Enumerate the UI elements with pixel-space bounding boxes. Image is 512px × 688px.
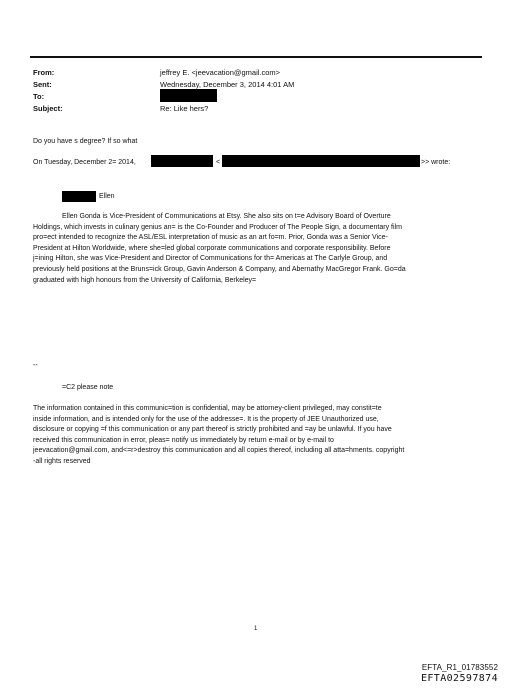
disclaimer-line: The information contained in this communic=tion is confidential, may be attorney-client privileged, may constit=te (33, 405, 382, 412)
subject-label: Subject: (33, 104, 63, 113)
disclaimer-line: jeevacation@gmail.com, and<=r>destroy this communication and all copies thereof, including all atta=hments. copyright (33, 447, 405, 455)
bates-stamp-secondary: EFTA02597874 (420, 673, 498, 684)
wrote-line-suffix: >> wrote: (421, 159, 451, 166)
bio-line: previously held positions at the Bruns=ick Group, Gavin Anderson & Company, and Abernathy MacGregor Frank. Go=da (33, 265, 406, 273)
bio-paragraph (33, 212, 406, 286)
wrote-line-prefix: On Tuesday, December 2= 2014, (33, 159, 136, 166)
wrote-line-lt: < (216, 159, 221, 166)
from-value: jeffrey E. <jeevacation@gmail.com> (160, 68, 281, 77)
bio-line: pro=ect intended to recognize the ASL/ESL interpretation of music as an art fo=m. Prior, Gonda was a Senior Vice- (33, 234, 388, 242)
signature-dashes: -- (33, 362, 38, 369)
disclaimer-line: received this communication in error, pleas= notify us immediately by return e-mail or by e-mail to (33, 436, 334, 444)
disclaimer-line: disclosure or copying =f this communication or any part thereof is strictly prohibited and =ay be unlawful. If you have (33, 426, 392, 434)
sent-value: Wednesday, December 3, 2014 4:01 AM (160, 80, 295, 89)
bio-line: graduated with high honours from the University of California, Berkeley= (33, 276, 257, 284)
greeting-name: Ellen (99, 193, 115, 200)
bio-line: Holdings, which invests in culinary genius an= is the Co-Founder and Producer of The People Sign, a documentary film (33, 223, 402, 231)
to-label: To: (33, 92, 45, 101)
bio-line: President at Hilton Worldwide, where she=led global corporate communications and corporate responsibility. Before (33, 244, 391, 252)
sent-label: Sent: (33, 80, 52, 89)
header-rule (30, 56, 482, 58)
disclaimer-line: -all rights reserved (33, 457, 91, 465)
reply-question: Do you have s degree? If so what (33, 138, 138, 145)
from-label: From: (33, 68, 55, 77)
disclaimer-paragraph (33, 404, 404, 468)
sender-name-redaction (151, 155, 213, 167)
sender-email-redaction (222, 155, 420, 167)
bio-line: j=ining Hilton, she was Vice-President and Director of Communications for th= Americas at The Carlyle Group, and (33, 255, 388, 263)
please-note: =C2 please note (62, 384, 114, 391)
subject-value: Re: Like hers? (160, 104, 209, 113)
bates-stamp-primary: EFTA_R1_01783552 (421, 663, 498, 672)
bio-line: Ellen Gonda is Vice-President of Communications at Etsy. She also sits on t=e Advisory Board of Overture (62, 213, 391, 220)
disclaimer-line: inside information, and is intended only for the use of the addresse=. It is the property of JEE Unauthorized use, (33, 415, 379, 423)
page-number: 1 (254, 626, 258, 632)
to-redaction (160, 89, 217, 102)
greeting-redaction (62, 191, 96, 202)
